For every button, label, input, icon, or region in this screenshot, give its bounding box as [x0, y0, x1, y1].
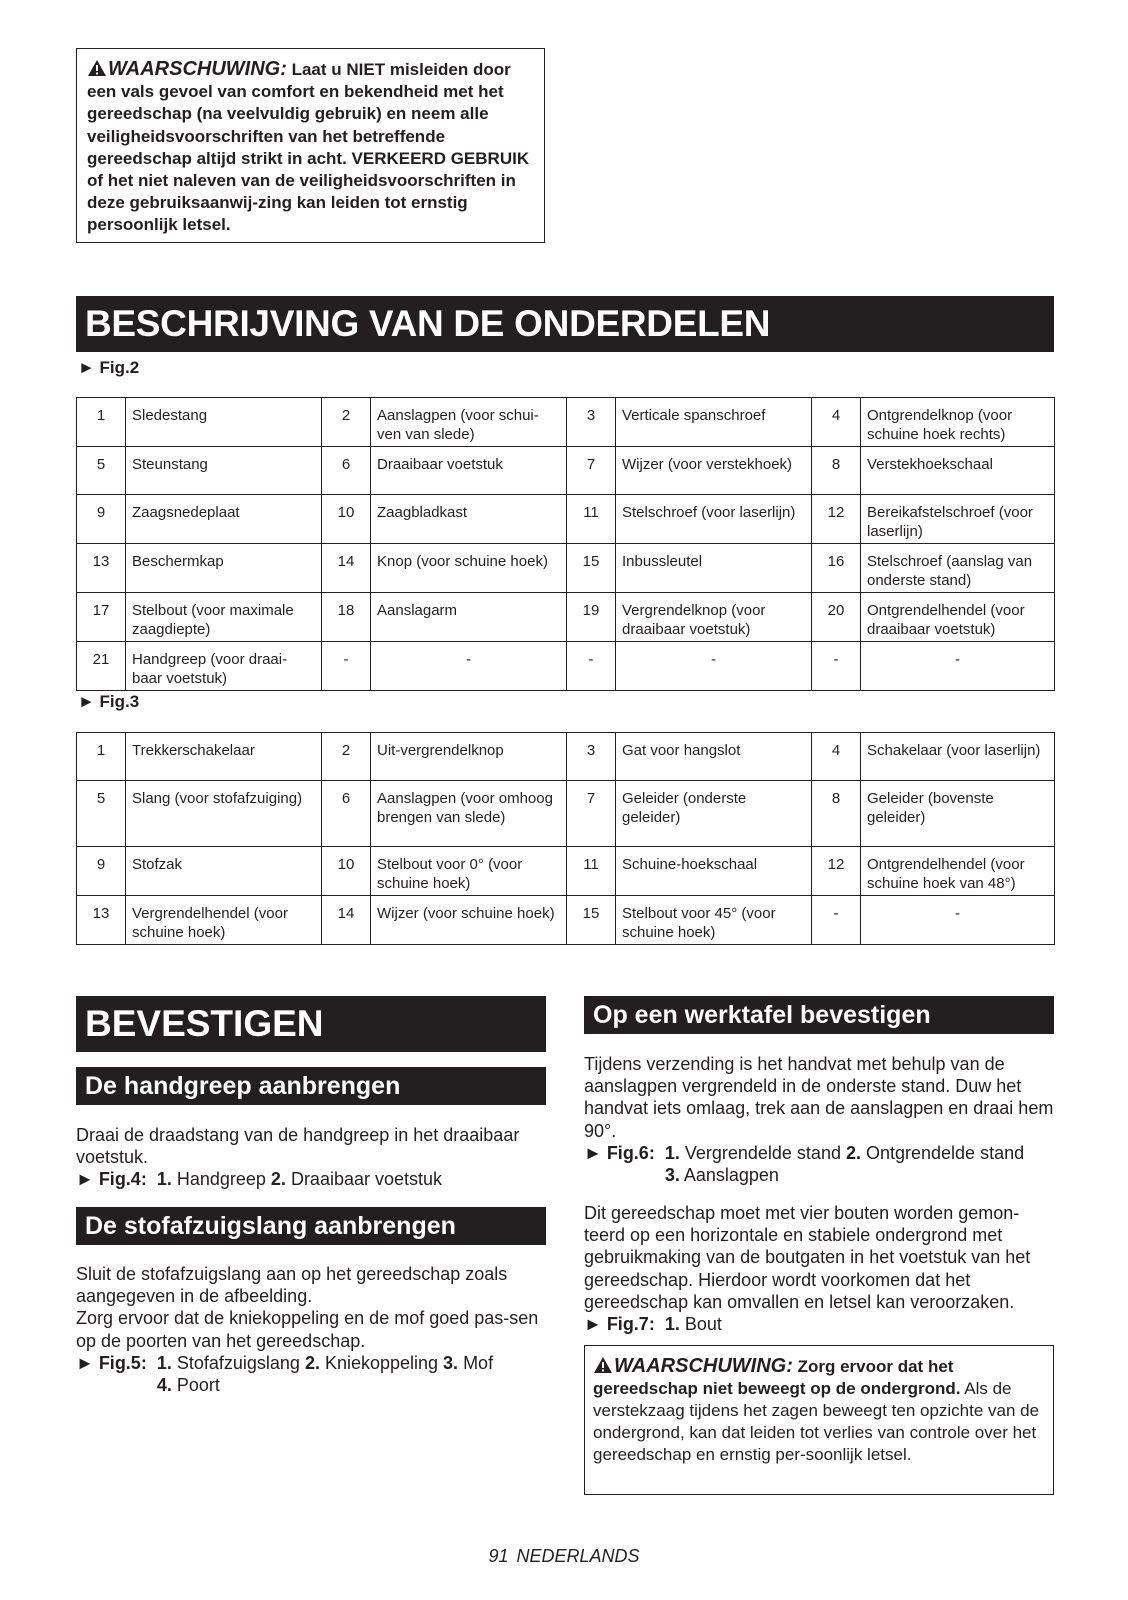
part-number: 17 [77, 593, 126, 642]
caption-text: Vergrendelde stand [679, 1142, 846, 1163]
warning-word: WAARSCHUWING: [108, 58, 287, 80]
part-number: 16 [812, 544, 861, 593]
stofslang-text-2: Zorg ervoor dat de kniekoppeling en de mof goed pas-sen op de poorten van het gereedschap. [76, 1308, 539, 1351]
part-number: 6 [322, 781, 371, 847]
part-label: Handgreep (voor draai-baar voetstuk) [126, 642, 322, 691]
caption-number: 2. [270, 1169, 286, 1190]
part-number: 7 [567, 781, 616, 847]
part-number: 3 [567, 733, 616, 781]
table-row [77, 781, 1055, 847]
part-number: 5 [77, 447, 126, 495]
part-label: Schakelaar (voor laserlijn) [861, 733, 1055, 781]
stofslang-text-1: Sluit de stofafzuigslang aan op het gereedschap zoals aangegeven in de afbeelding. [76, 1264, 508, 1307]
fig7-label: ► Fig.7: [584, 1314, 665, 1335]
part-number: 13 [77, 896, 126, 945]
warning-text-top [87, 58, 534, 237]
part-number: 1 [77, 733, 126, 781]
handgreep-text: Draai de draadstang van de handgreep in het draaibaar voetstuk. [76, 1125, 520, 1168]
part-number: 11 [567, 847, 616, 896]
part-number: 14 [322, 544, 371, 593]
caption-number: 2. [304, 1352, 320, 1373]
part-number: 20 [812, 593, 861, 642]
part-label: Draaibaar voetstuk [371, 447, 567, 495]
part-label: Sledestang [126, 398, 322, 447]
part-label: Stofzak [126, 847, 322, 896]
part-number: - [567, 642, 616, 691]
part-number: 7 [567, 447, 616, 495]
caption-text: Draaibaar voetstuk [285, 1169, 443, 1190]
caption-text: Poort [171, 1375, 220, 1396]
part-number: 12 [812, 495, 861, 544]
fig4-caption [76, 1168, 546, 1190]
part-number: - [322, 642, 371, 691]
part-label: Slang (voor stofafzuiging) [126, 781, 322, 847]
part-label: Vergrendelknop (voor draaibaar voetstuk) [616, 593, 812, 642]
warning-body: Als de verstekzaag tijdens het zagen beweegt ten opzichte van de ondergrond, kan dat leiden tot verlies van controle over het gereedschap en ernstig per-soonlijk letsel. [593, 1379, 1040, 1464]
caption-text: Ontgrendelde stand [860, 1142, 1025, 1163]
part-label: Verticale spanschroef [616, 398, 812, 447]
part-number: 2 [322, 733, 371, 781]
part-label: Knop (voor schuine hoek) [371, 544, 567, 593]
part-number: 5 [77, 781, 126, 847]
part-label: Ontgrendelhendel (voor draaibaar voetstuk) [861, 593, 1055, 642]
part-label: Zaagsnedeplaat [126, 495, 322, 544]
part-number: 15 [567, 896, 616, 945]
part-number: 21 [77, 642, 126, 691]
part-number: 14 [322, 896, 371, 945]
part-label: Zaagbladkast [371, 495, 567, 544]
subsection-title-stofslang: De stofafzuigslang aanbrengen [76, 1207, 546, 1245]
werktafel-body-1 [584, 1053, 1054, 1186]
part-label: Stelbout voor 0° (voor schuine hoek) [371, 847, 567, 896]
part-label: - [371, 642, 567, 691]
page-number: 91 [488, 1546, 509, 1566]
part-number: 19 [567, 593, 616, 642]
part-label: Stelschroef (aanslag van onderste stand) [861, 544, 1055, 593]
table-row [77, 593, 1055, 642]
part-label: Geleider (onderste geleider) [616, 781, 812, 847]
table-row [77, 847, 1055, 896]
table-row [77, 447, 1055, 495]
caption-number: 1. [156, 1169, 172, 1190]
fig3-reference: ► Fig.3 [78, 692, 140, 711]
parts-table-fig3 [76, 732, 1055, 945]
part-label: Trekkerschakelaar [126, 733, 322, 781]
caption-number: 1. [664, 1142, 680, 1163]
part-label: Bereikafstelschroef (voor laserlijn) [861, 495, 1055, 544]
part-label: Inbussleutel [616, 544, 812, 593]
warning-box-top [76, 48, 545, 243]
werktafel-text-1: Tijdens verzending is het handvat met behulp van de aanslagpen vergrendeld in de onderste stand. Duw het handvat iets omlaag, trek aan de aanslagpen en draai hem 90°. [584, 1054, 1054, 1141]
warning-word: WAARSCHUWING: [614, 1355, 793, 1377]
fig4-label: ► Fig.4: [76, 1169, 157, 1190]
stofslang-body [76, 1263, 546, 1396]
page-footer [0, 1546, 1128, 1567]
part-number: 8 [812, 447, 861, 495]
caption-text: Bout [679, 1314, 722, 1335]
part-label: Uit-vergrendelknop [371, 733, 567, 781]
part-label: Geleider (bovenste geleider) [861, 781, 1055, 847]
caption-number: 3. [443, 1352, 459, 1373]
table-row [77, 398, 1055, 447]
part-number: 1 [77, 398, 126, 447]
werktafel-text-2: Dit gereedschap moet met vier bouten worden gemon-teerd op een horizontale en stabiele ondergrond met gebruikmaking van de boutgaten in het voetstuk van het gereedschap. Hierdoor wordt voorkomen dat het gereedschap kan omvallen en letsel kan veroorzaken. [584, 1203, 1031, 1312]
warning-triangle-icon [593, 1356, 613, 1374]
part-label: Beschermkap [126, 544, 322, 593]
part-label: Verstekhoekschaal [861, 447, 1055, 495]
caption-number: 3. [664, 1165, 680, 1186]
caption-number: 2. [845, 1142, 861, 1163]
warning-box-bottom [584, 1345, 1054, 1495]
caption-text: Stofafzuigslang [171, 1352, 305, 1373]
parts-table-fig2 [76, 397, 1055, 691]
caption-text: Mof [458, 1352, 494, 1373]
caption-text: Kniekoppeling [319, 1352, 444, 1373]
part-label: Wijzer (voor schuine hoek) [371, 896, 567, 945]
part-number: 4 [812, 733, 861, 781]
fig6-caption [584, 1142, 1054, 1186]
table-row [77, 495, 1055, 544]
part-label: Aanslagpen (voor schui-ven van slede) [371, 398, 567, 447]
part-label: Stelbout voor 45° (voor schuine hoek) [616, 896, 812, 945]
part-label: Ontgrendelknop (voor schuine hoek rechts) [861, 398, 1055, 447]
caption-number: 1. [664, 1314, 680, 1335]
caption-number: 1. [156, 1352, 172, 1373]
caption-number: 4. [156, 1375, 172, 1396]
part-number: 10 [322, 847, 371, 896]
part-label: - [861, 642, 1055, 691]
part-number: - [812, 896, 861, 945]
footer-language: NEDERLANDS [516, 1546, 640, 1566]
part-number: 12 [812, 847, 861, 896]
warning-title: Zorg ervoor dat het gereedschap niet beweegt op de ondergrond. [593, 1357, 961, 1398]
part-label: Wijzer (voor verstekhoek) [616, 447, 812, 495]
part-number: 11 [567, 495, 616, 544]
table-row [77, 544, 1055, 593]
table-row [77, 896, 1055, 945]
part-number: 9 [77, 495, 126, 544]
part-label: Aanslagarm [371, 593, 567, 642]
subsection-title-handgreep: De handgreep aanbrengen [76, 1067, 546, 1105]
werktafel-body-2 [584, 1202, 1054, 1335]
part-number: 18 [322, 593, 371, 642]
part-label: Stelbout (voor maximale zaagdiepte) [126, 593, 322, 642]
section-title-bevestigen: BEVESTIGEN [76, 996, 546, 1052]
fig2-reference: ► Fig.2 [78, 358, 140, 377]
caption-text: Handgreep [171, 1169, 271, 1190]
part-label: Ontgrendelhendel (voor schuine hoek van 48°) [861, 847, 1055, 896]
part-number: 4 [812, 398, 861, 447]
caption-text: Aanslagpen [679, 1165, 779, 1186]
section-title-onderdelen: BESCHRIJVING VAN DE ONDERDELEN [76, 296, 1054, 352]
warning-text-bottom [593, 1355, 1045, 1466]
handgreep-body [76, 1124, 546, 1191]
part-label: Stelschroef (voor laserlijn) [616, 495, 812, 544]
fig5-label: ► Fig.5: [76, 1352, 157, 1373]
warning-body: Laat u NIET misleiden door een vals gevoel van comfort en bekendheid met het gereedschap (na veelvuldig gebruik) en neem alle veiligheidsvoorschriften van het betreffende gereedschap altijd strikt in acht. VERKEERD GEBRUIK of het niet naleven van de veiligheidsvoorschriften in deze gebruiksaanwij-zing kan leiden tot ernstig persoonlijk letsel. [87, 60, 530, 235]
part-label: Steunstang [126, 447, 322, 495]
fig5-caption [76, 1352, 546, 1396]
part-label: Schuine-hoekschaal [616, 847, 812, 896]
part-label: Vergrendelhendel (voor schuine hoek) [126, 896, 322, 945]
subsection-title-werktafel: Op een werktafel bevestigen [584, 996, 1054, 1034]
part-label: Aanslagpen (voor omhoog brengen van slede) [371, 781, 567, 847]
part-number: 15 [567, 544, 616, 593]
part-label: - [616, 642, 812, 691]
fig6-label: ► Fig.6: [584, 1142, 665, 1163]
part-label: Gat voor hangslot [616, 733, 812, 781]
part-number: 3 [567, 398, 616, 447]
part-label: - [861, 896, 1055, 945]
part-number: 8 [812, 781, 861, 847]
part-number: - [812, 642, 861, 691]
part-number: 6 [322, 447, 371, 495]
table-row [77, 642, 1055, 691]
part-number: 10 [322, 495, 371, 544]
warning-triangle-icon [87, 59, 107, 77]
table-row [77, 733, 1055, 781]
part-number: 13 [77, 544, 126, 593]
part-number: 2 [322, 398, 371, 447]
part-number: 9 [77, 847, 126, 896]
fig7-caption [584, 1313, 1054, 1335]
